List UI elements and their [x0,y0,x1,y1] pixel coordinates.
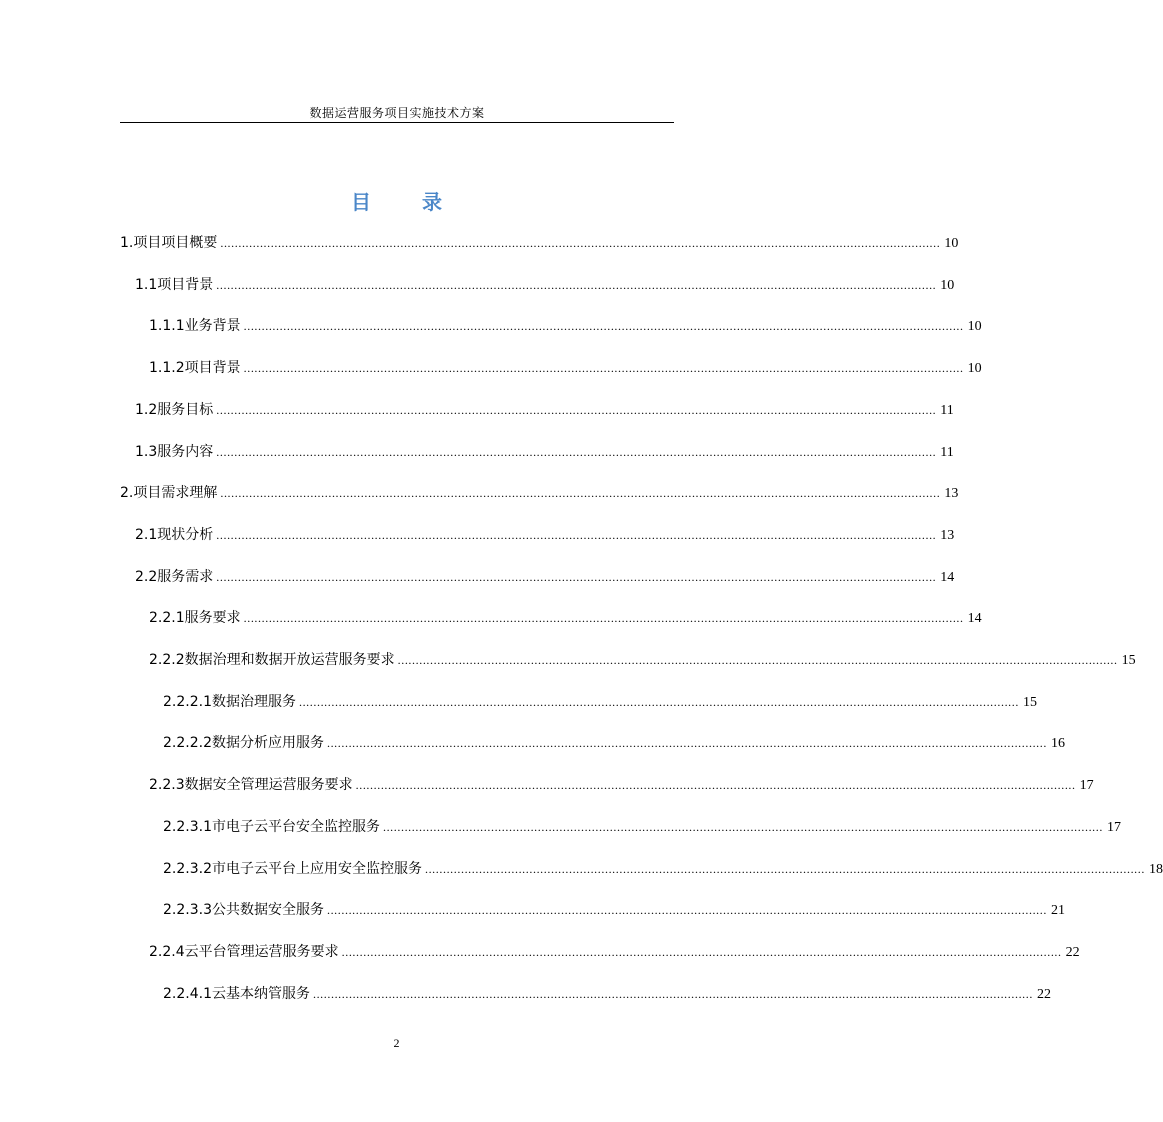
toc-entry-page: 10 [940,277,955,293]
toc-entry[interactable] [163,816,1121,838]
toc-entry-title: 数据安全管理运营服务要求 [184,777,353,794]
toc-entry[interactable] [163,732,1065,754]
toc-entry-number: 2.2.3.2 [163,860,212,877]
toc-entry-page: 10 [967,361,982,377]
toc-entry-page: 17 [1079,778,1094,794]
toc-entry-number: 2.2.2.2 [163,735,212,752]
toc-entry-title: 数据治理服务 [211,693,296,710]
toc-entry-page: 10 [944,236,959,251]
toc-entry[interactable] [149,649,1136,671]
toc-leader-dots: ........................................................................................................................................................................................................ [243,611,964,626]
toc-entry[interactable] [163,983,1051,1005]
toc-entry[interactable] [163,691,1037,713]
toc-entry-title: 服务需求 [157,568,214,585]
toc-entry-page: 13 [940,527,955,543]
toc-entry-number: 2.2.3.1 [163,818,212,835]
toc-entry-title: 项目背景 [157,276,214,293]
toc-entry-title: 项目背景 [184,360,241,377]
toc-entry-number: 1.3 [135,443,158,460]
toc-entry[interactable] [149,357,982,379]
toc-title: 目 录 [351,190,464,214]
toc-entry-page: 14 [940,569,955,585]
toc-entry-title: 云平台管理运营服务要求 [184,943,339,960]
toc-entry[interactable] [120,482,959,504]
toc-entry-number: 1.1.1 [149,318,185,335]
toc-entry-page: 15 [1121,653,1136,668]
toc-entry-title: 项目项目概要 [133,235,218,251]
toc-leader-dots: ........................................................................................................................................................................................................ [397,653,1118,667]
toc-entry-page: 15 [1022,694,1037,710]
toc-leader-dots: ........................................................................................................................................................................................................ [326,903,1047,918]
toc-entry-number: 2.2.2 [149,652,185,668]
toc-entry-number: 2.2.4 [149,943,185,960]
toc-entry-number: 2.2.2.1 [163,693,212,710]
toc-entry-number: 2.2.3.3 [163,902,212,919]
toc-leader-dots: ........................................................................................................................................................................................................ [326,736,1047,751]
toc-entry[interactable] [149,941,1080,963]
toc-leader-dots: ........................................................................................................................................................................................................ [216,402,937,417]
toc-entry-number: 2.2.1 [149,610,185,627]
toc-entry-page: 16 [1050,736,1065,752]
toc-entry-page: 22 [1065,944,1080,960]
toc-entry-number: 1.2 [135,401,158,418]
toc-entry-title: 现状分析 [157,526,214,543]
toc-entry[interactable] [149,774,1094,796]
toc-entry-number: 2.1 [135,526,158,543]
toc-leader-dots: ........................................................................................................................................................................................................ [243,361,964,376]
header-rule [120,122,674,123]
toc-leader-dots: ........................................................................................................................................................................................................ [243,319,964,334]
toc-entry-title: 服务要求 [184,610,241,627]
toc-entry-page: 11 [940,402,954,418]
toc-leader-dots: ........................................................................................................................................................................................................ [216,277,937,292]
toc-entry-page: 14 [967,611,982,627]
toc-entry-number: 2. [120,485,134,502]
toc-leader-dots: ........................................................................................................................................................................................................ [424,861,1145,876]
toc-entry[interactable] [135,441,954,463]
toc-entry[interactable] [120,232,959,254]
toc-leader-dots: ........................................................................................................................................................................................................ [216,527,937,542]
toc-leader-dots: ........................................................................................................................................................................................................ [216,569,937,584]
toc-leader-dots: ........................................................................................................................................................................................................ [355,778,1076,793]
toc-entry-title: 服务内容 [157,443,214,460]
toc-entry-page: 18 [1148,861,1163,877]
toc-entry-page: 10 [967,319,982,335]
toc-leader-dots: ........................................................................................................................................................................................................ [220,236,941,250]
toc-entry-number: 2.2.3 [149,777,185,794]
toc-leader-dots: ........................................................................................................................................................................................................ [341,944,1062,959]
toc-entry-title: 公共数据安全服务 [211,902,324,919]
toc-entry-page: 13 [944,486,959,502]
toc-leader-dots: ........................................................................................................................................................................................................ [216,444,937,459]
running-header: 数据运营服务项目实施技术方案 [309,106,485,120]
toc-entry[interactable] [149,607,982,629]
toc-entry-page: 11 [940,444,954,460]
toc-leader-dots: ........................................................................................................................................................................................................ [298,694,1019,709]
toc-entry[interactable] [135,566,955,588]
toc-entry-title: 数据分析应用服务 [211,735,324,752]
toc-entry-number: 2.2 [135,568,158,585]
toc-entry-title: 市电子云平台安全监控服务 [211,818,380,835]
toc-entry[interactable] [135,274,955,296]
toc-entry-title: 项目需求理解 [133,485,218,502]
toc-entry[interactable] [149,315,982,337]
toc-entry-page: 17 [1106,819,1121,835]
toc-entry-title: 服务目标 [157,401,214,418]
toc-leader-dots: ........................................................................................................................................................................................................ [220,486,941,501]
toc-entry-number: 1.1.2 [149,360,185,377]
toc-entry-title: 数据治理和数据开放运营服务要求 [184,652,395,668]
toc-entry-number: 1. [120,235,134,251]
toc-entry[interactable] [135,524,955,546]
toc-entry-title: 业务背景 [184,318,241,335]
toc-entry[interactable] [135,399,954,421]
toc-entry-page: 22 [1036,986,1051,1002]
toc-entry[interactable] [163,858,1163,880]
toc-entry-page: 21 [1050,903,1065,919]
toc-leader-dots: ........................................................................................................................................................................................................ [382,819,1103,834]
toc-entry-number: 1.1 [135,276,158,293]
toc-entry-number: 2.2.4.1 [163,985,212,1002]
toc-entry[interactable] [163,899,1065,921]
toc-leader-dots: ........................................................................................................................................................................................................ [312,986,1033,1001]
toc-entry-title: 云基本纳管服务 [211,985,310,1002]
page-number: 2 [393,1036,400,1050]
toc-entry-title: 市电子云平台上应用安全监控服务 [211,860,422,877]
